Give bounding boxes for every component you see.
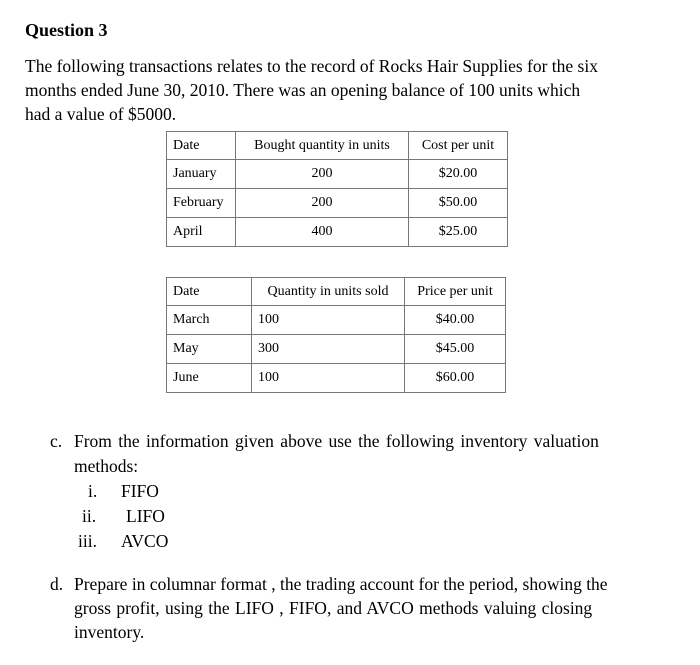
part-c-label: c. — [50, 431, 63, 451]
cell-date: January — [167, 160, 236, 189]
method-numeral: i. — [88, 481, 98, 501]
cell-date: February — [167, 189, 236, 218]
table-row — [167, 335, 506, 364]
table-row — [167, 218, 508, 247]
part-c-line: From the information given above use the following inventory valuation — [74, 431, 599, 451]
intro-line: had a value of $5000. — [25, 104, 177, 124]
header-date: Date — [167, 132, 236, 160]
part-d-label: d. — [50, 574, 64, 594]
cell-date: May — [167, 335, 252, 364]
part-d-line: inventory. — [74, 622, 145, 642]
cell-cost: $50.00 — [409, 189, 508, 218]
cell-quantity: 300 — [252, 335, 405, 364]
table-row — [167, 364, 506, 393]
cell-quantity: 100 — [252, 364, 405, 393]
header-quantity-sold: Quantity in units sold — [252, 278, 405, 306]
sales-table — [166, 277, 506, 393]
table-header-row — [167, 132, 508, 160]
cell-quantity: 200 — [236, 160, 409, 189]
intro-paragraph — [25, 54, 665, 126]
intro-line: The following transactions relates to the record of Rocks Hair Supplies for the six — [25, 56, 598, 76]
method-numeral: iii. — [78, 531, 97, 551]
cell-date: April — [167, 218, 236, 247]
table-row — [167, 160, 508, 189]
table-header-row — [167, 278, 506, 306]
cell-cost: $25.00 — [409, 218, 508, 247]
header-date: Date — [167, 278, 252, 306]
cell-price: $45.00 — [405, 335, 506, 364]
method-fifo: FIFO — [121, 481, 159, 501]
cell-date: June — [167, 364, 252, 393]
purchases-table — [166, 131, 508, 247]
table-row — [167, 189, 508, 218]
header-bought-quantity: Bought quantity in units — [236, 132, 409, 160]
method-lifo: LIFO — [126, 506, 165, 526]
cell-price: $60.00 — [405, 364, 506, 393]
part-c-line: methods: — [74, 456, 139, 476]
cell-cost: $20.00 — [409, 160, 508, 189]
part-d-line: Prepare in columnar format , the trading account for the period, showing the — [74, 574, 608, 594]
method-avco: AVCO — [121, 531, 169, 551]
intro-line: months ended June 30, 2010. There was an opening balance of 100 units which — [25, 80, 581, 100]
cell-quantity: 400 — [236, 218, 409, 247]
part-d-line: gross profit, using the LIFO , FIFO, and AVCO methods valuing closing — [74, 598, 593, 618]
cell-quantity: 100 — [252, 306, 405, 335]
cell-date: March — [167, 306, 252, 335]
method-numeral: ii. — [82, 506, 97, 526]
header-cost-per-unit: Cost per unit — [409, 132, 508, 160]
table-row — [167, 306, 506, 335]
question-title: Question 3 — [25, 20, 108, 40]
cell-price: $40.00 — [405, 306, 506, 335]
cell-quantity: 200 — [236, 189, 409, 218]
header-price-per-unit: Price per unit — [405, 278, 506, 306]
